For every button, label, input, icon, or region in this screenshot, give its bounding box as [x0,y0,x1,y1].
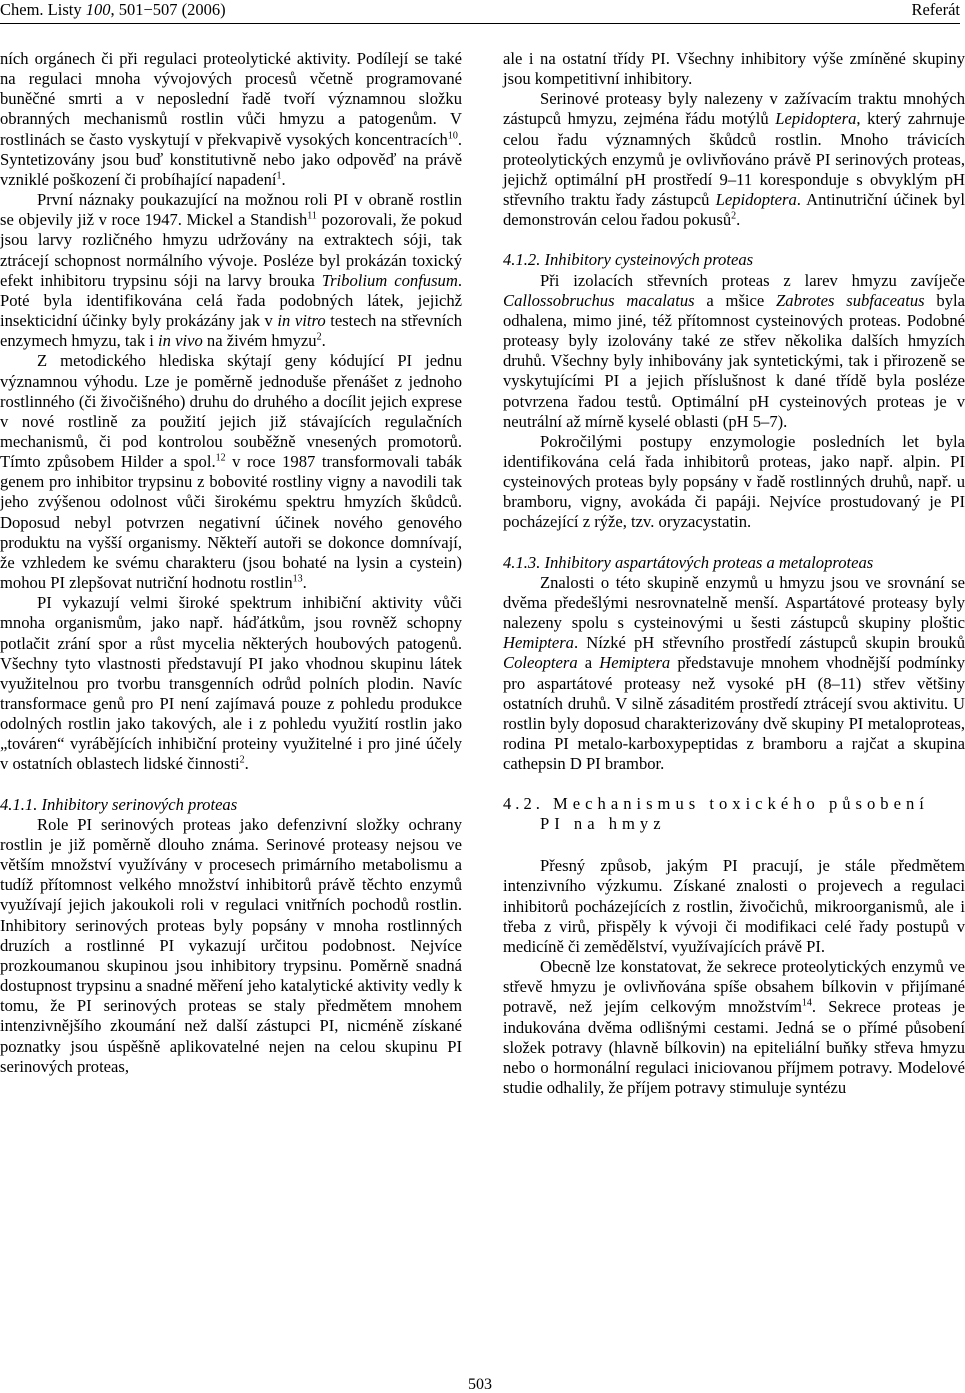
paragraph: Serinové proteasy byly nalezeny v zažívacím traktu mnohých zástupců hmyzu, zejména řádu motýlů Lepidoptera, který zahrnuje celou řadu významných škůdců rostlin. Mnoho trávicích proteolytických enzymů je ovlivňováno právě PI serinových proteas, jejichž optimální pH prostředí 9–11 koresponduje s obvyklým pH střevního traktu řady zástupců Lepidoptera. Antinutriční účinek byl demonstrován celou řadou pokusů$^2$. [503,89,965,230]
page-number: 503 [468,1376,492,1393]
right-column [503,49,965,1098]
journal-citation [0,0,226,20]
paragraph: Znalosti o této skupině enzymů u hmyzu jsou ve srovnání se dvěma předešlými nesrovnatelně menší. Aspartátové proteasy byly nalezeny spolu s cysteinovými u šesti zástupců skupiny ploštic Hemiptera. Nízké pH střevního prostředí zástupců skupin brouků Coleoptera a Hemiptera představuje mnohem vhodnější podmínky pro aspartátové proteasy než vysoké pH (8–11) střev většiny ostatních druhů. V silně zásaditém prostředí ztrácejí svou aktivitu. U rostlin byly doposud charakterizovány dvě skupiny PI metaloproteas, rodina PI metalo-karboxypeptidas z bramboru a rajčat a skupina cathepsin D PI brambor. [503,572,965,774]
paragraph: ale i na ostatní třídy PI. Všechny inhibitory výše zmíněné skupiny jsou kompetitivní inhibitory. [503,49,965,89]
journal-name: Chem. Listy [0,0,82,19]
paragraph: Přesný způsob, jakým PI pracují, je stále předmětem intenzivního výzkumu. Získané znalosti o projevech a regulaci inhibitorů pocházejících z rostlin, živočichů, mikroorganismů, ale i třeba z virů, přispěly k vývoji či modifikaci celé řady postupů v medicíně či zemědělství, využívajících právě PI. [503,856,965,956]
paragraph: PI vykazují velmi široké spektrum inhibiční aktivity vůči mnoha organismům, jako např. háďátkům, jsou rovněž schopny potlačit zrání spor a růst mycelia některých houbových patogenů. Všechny tyto vlastnosti představují PI jako vhodnou skupinu látek využitelnou pro tvorbu transgenních odrůd polních plodin. Navíc transformace genů pro PI není zajímavá pouze z pohledu produkce odolných rostlin jako takových, ale i z pohledu využití rostlin jako „továren“ vyrábějících inhibiční proteiny využitelné i pro jiné účely v ostatních oblastech lidské činnosti$^2$. [0,593,462,774]
paragraph: Při izolacích střevních proteas z larev hmyzu zavíječe Callossobruchus macalatus a mšice Zabrotes subfaceatus byla odhalena, mimo jiné, též přítomnost cysteinových proteas. Podobné proteasy byly izolovány také ze střev několika dalších hmyzích druhů. Všechny byly inhibovány jak syntetickými, tak i přirozeně se vyskytujícími PI a jejich příslušnost k dané třídě byla posléze potvrzena řadou testů. Optimální pH cysteinových proteas je v neutrální až mírně kyselé oblasti (pH 5–7). [503,270,965,431]
left-column [0,49,462,1077]
paragraph: ních orgánech či při regulaci proteolytické aktivity. Podílejí se také na regulaci mnoha vývojových procesů včetně programované buněčné smrti a v neposlední řadě tvoří významnou složku obranných mechanismů rostlin vůči hmyzu a patogenům. V rostlinách se často vyskytují v překvapivě vysokých koncentracích$^{10}$. Syntetizovány jsou buď konstitutivně nebo jako odpověď na právě vzniklé poškození či probíhající napadení$^1$. [0,49,462,189]
journal-volume: 100 [85,0,111,19]
paragraph: Role PI serinových proteas jako defenzivní složky ochrany rostlin je již poměrně dlouho známa. Serinové proteasy nejsou ve větším množství využívány v procesech primárního metabolismu a tudíž přítomnost velkého množství inhibitorů právě těchto enzymů využívají jejich jakoukoli roli v regulaci vnitřních pochodů rostlin. Inhibitory serinových proteas byly popsány v mnoha rostlinných druzích a rostlinné PI vykazují určitou podobnost. Nejvíce prozkoumanou skupinou jsou inhibitory trypsinu. Poměrně snadná dostupnost trypsinu a snadné měření jeho katalytické aktivity vedly k tomu, že PI serinových proteas se staly předmětem mnohem intenzivnějšího zkoumání než další zástupci PI, nicméně získané poznatky jsou úspěšně aplikovatelné nejen na celou skupinu PI serinových proteas, [0,814,462,1076]
citation-ref: 2 [316,331,322,343]
citation-ref: 2 [731,210,737,222]
citation-ref: 1 [276,170,282,182]
citation-ref: 10 [447,130,458,142]
paragraph: Pokročilými postupy enzymologie posledních let byla identifikována celá řada inhibitorů proteas, jako např. alpin. PI cysteinových proteas byly popsány v řadě rostlinných druhů, např. u bramboru, vigny, avokáda či papáji. Nejvíce prostudovaný je PI pocházející z rýže, tzv. oryzacystatin. [503,431,965,532]
section-heading: 4.1.1. Inhibitory serinových proteas [0,794,238,814]
section-heading-major: 4.2. Mechanismus toxického působení PI na hmyz [503,794,929,834]
header-rule [0,23,960,24]
citation-ref: 12 [215,452,226,464]
paragraph: První náznaky poukazující na možnou roli PI v obraně rostlin se objevily již v roce 1947. Mickel a Standish$^{11}$ pozorovali, že pokud jsou larvy rozličného hmyzu udržovány na extraktech sóji, tak ztrácejí schopnost normálního vývoje. Posléze byl prokázán toxický efekt inhibitoru trypsinu sóji na larvy brouka Tribolium confusum. Poté byla identifikována celá řada podobných látek, jejichž insekticidní účinky byly prokázány jak v in vitro testech na střevních enzymech hmyzu, tak i in vivo na živém hmyzu$^2$. [0,190,463,351]
running-header [0,0,960,24]
citation-ref: 11 [307,210,317,222]
citation-ref: 13 [292,573,303,585]
article-type: Referát [911,0,960,19]
citation-ref: 14 [801,997,812,1009]
citation-ref: 2 [239,754,245,766]
section-heading: 4.1.3. Inhibitory aspartátových proteas a metaloproteas [503,552,874,572]
journal-pages: , 501−507 (2006) [110,0,226,19]
species-name: Tribolium confusum [321,270,458,290]
paragraph: Z metodického hlediska skýtají geny kódující PI jednu významnou výhodu. Lze je poměrně jednoduše přenášet z jednoho rostlinného (či živočišného) druhu do druhého a docílit jejich exprese v nové rostlině za použití jejich již stávajících regulačních mechanismů, či pod kontrolou souběžně vnesených promotorů. Tímto způsobem Hilder a spol.$^{12}$ v roce 1987 transformovali tabák genem pro inhibitor trypsinu z bobovité rostliny vigny a navodili tak jeho zvýšenou odolnost vůči širokému spektru hmyzích škůdců. Doposud nebyl potvrzen negativní účinek nového genového produktu na vyšší organismy. Někteří autoři se dokonce domnívají, že vzhledem ke svému charakteru (jsou bohaté na lysin a cystein) mohou PI zlepšovat nutriční hodnotu rostlin$^{13}$. [0,351,463,593]
paragraph: Obecně lze konstatovat, že sekrece proteolytických enzymů ve střevě hmyzu je ovlivňována spíše obsahem bílkovin v přijímané potravě, než jejím celkovým množstvím$^{14}$. Sekrece proteas je indukována dvěma odlišnými cestami. Jedná se o přímé působení složek potravy (hlavně bílkovin) na epiteliální buňky střeva hmyzu nebo o hormonální regulaci iniciovanou příjmem potravy. Modelové studie odhalily, že příjem potravy stimuluje syntézu [503,957,965,1098]
section-heading: 4.1.2. Inhibitory cysteinových proteas [503,250,754,270]
